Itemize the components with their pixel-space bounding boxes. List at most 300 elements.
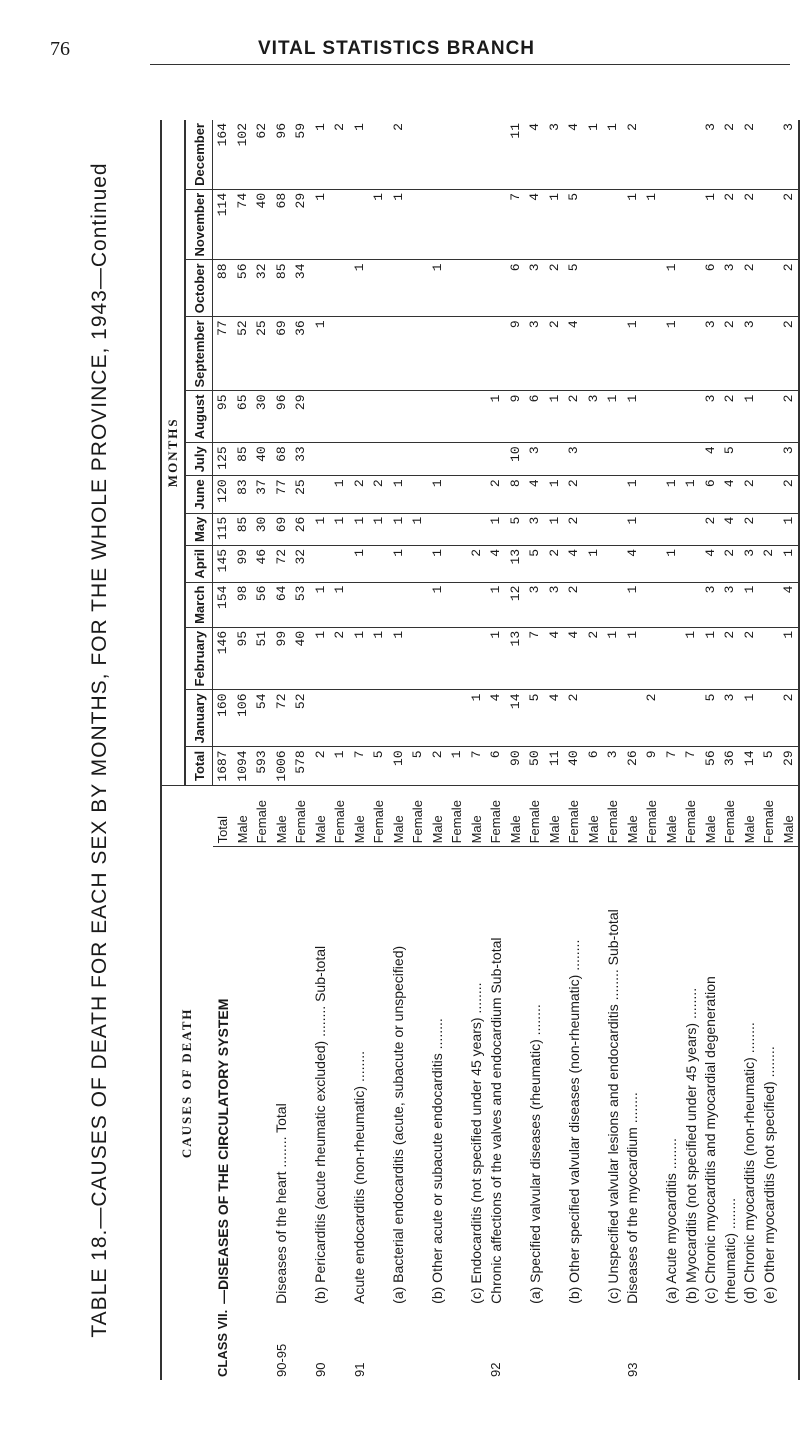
cell-value: 99 — [233, 545, 253, 582]
cell-value — [642, 627, 662, 690]
row-code — [681, 1307, 701, 1380]
cell-value: 1 — [330, 476, 350, 513]
cell-value: 1 — [330, 747, 350, 785]
cell-value — [389, 391, 409, 443]
row-sex: Male — [467, 785, 487, 847]
cell-value: 1 — [779, 545, 800, 582]
cell-value — [603, 443, 623, 476]
cell-value: 4 — [720, 513, 740, 545]
cell-value: 145 — [213, 545, 233, 582]
cell-value: 4 — [486, 545, 506, 582]
cell-value: 53 — [291, 582, 311, 627]
row-sex: Female — [330, 785, 350, 847]
cell-value — [408, 690, 428, 747]
row-sex: Male — [662, 785, 682, 847]
row-sex: Male — [272, 785, 292, 847]
running-header: VITAL STATISTICS BRANCH — [258, 38, 536, 59]
cell-value: 30 — [252, 391, 272, 443]
cell-value: 1 — [369, 627, 389, 690]
cell-value: 50 — [525, 747, 545, 785]
cell-value: 4 — [545, 627, 565, 690]
cell-value: 2 — [584, 627, 604, 690]
cell-value: 2 — [740, 120, 760, 189]
cell-value — [662, 189, 682, 260]
column-header: January — [185, 690, 213, 747]
row-sex: Female — [447, 785, 467, 847]
cell-value: 7 — [467, 747, 487, 785]
cell-value: 2 — [779, 260, 800, 317]
row-cause: (a) Bacterial endocarditis (acute, subacute or unspecified) — [390, 945, 407, 1304]
cell-value: 2 — [779, 391, 800, 443]
table-row — [311, 120, 331, 1380]
table-row — [506, 120, 526, 1380]
cell-value: 1 — [642, 189, 662, 260]
cell-value: 1687 — [213, 747, 233, 785]
cell-value: 1 — [623, 627, 643, 690]
table-row — [623, 120, 643, 1380]
cell-value: 4 — [525, 120, 545, 189]
cell-value — [447, 476, 467, 513]
cell-value: 3 — [779, 120, 800, 189]
cell-value: 26 — [291, 513, 311, 545]
cell-value: 4 — [564, 545, 584, 582]
cell-value — [330, 189, 350, 260]
cell-value — [330, 317, 350, 391]
row-cause: Diseases of the myocardium ........ — [624, 1092, 641, 1304]
cell-value: 2 — [564, 513, 584, 545]
cell-value: 2 — [311, 747, 331, 785]
cell-value: 1 — [350, 120, 370, 189]
cell-value: 37 — [252, 476, 272, 513]
cell-value: 77 — [213, 317, 233, 391]
cell-value: 2 — [467, 545, 487, 582]
cell-value: 1 — [623, 582, 643, 627]
cell-value: 3 — [545, 582, 565, 627]
cell-value — [330, 391, 350, 443]
cell-value — [350, 690, 370, 747]
cell-value: 4 — [545, 690, 565, 747]
column-header: April — [185, 545, 213, 582]
cell-value: 2 — [564, 391, 584, 443]
cell-value: 1 — [369, 189, 389, 260]
cell-value: 1 — [779, 513, 800, 545]
cell-value: 59 — [291, 120, 311, 189]
cell-value — [681, 317, 701, 391]
cell-value — [545, 443, 565, 476]
row-cause: (c) Chronic myocarditis and myocardial degeneration — [702, 976, 719, 1304]
table-row — [428, 120, 448, 1380]
cell-value — [350, 391, 370, 443]
cell-value — [369, 690, 389, 747]
cell-value: 1 — [311, 582, 331, 627]
cell-value — [603, 189, 623, 260]
cell-value: 46 — [252, 545, 272, 582]
cell-value — [759, 317, 779, 391]
table-row — [447, 120, 467, 1380]
cell-value: 1 — [584, 120, 604, 189]
cell-value: 9 — [506, 317, 526, 391]
cell-value — [740, 443, 760, 476]
cell-value: 56 — [701, 747, 721, 785]
row-cause: Chronic affections of the valves and endocardium Sub-total — [487, 937, 504, 1304]
cell-value: 2 — [720, 545, 740, 582]
cell-value — [662, 120, 682, 189]
cell-value: 40 — [252, 443, 272, 476]
table-row — [584, 120, 604, 1380]
cell-value: 2 — [428, 747, 448, 785]
cell-value — [447, 189, 467, 260]
row-cause: (b) Other acute or subacute endocarditis ........ — [429, 1018, 446, 1304]
cell-value: 1 — [545, 189, 565, 260]
table-row — [642, 120, 662, 1380]
row-sex: Female — [369, 785, 389, 847]
cell-value: 3 — [701, 317, 721, 391]
cell-value — [467, 582, 487, 627]
cell-value — [330, 545, 350, 582]
cell-value — [486, 317, 506, 391]
table-row — [233, 120, 253, 1380]
header-rule — [150, 64, 790, 65]
cell-value: 4 — [486, 690, 506, 747]
cell-value — [467, 627, 487, 690]
cell-value — [408, 443, 428, 476]
cell-value: 146 — [213, 627, 233, 690]
cell-value — [428, 391, 448, 443]
cell-value — [369, 582, 389, 627]
cell-value — [759, 582, 779, 627]
row-code — [720, 1307, 740, 1380]
cell-value — [369, 260, 389, 317]
row-cause: (b) Myocarditis (not specified under 45 years) ........ — [682, 987, 699, 1304]
cell-value: 2 — [701, 513, 721, 545]
table-row — [213, 120, 233, 1380]
cell-value — [408, 476, 428, 513]
cell-value: 99 — [272, 627, 292, 690]
table-row — [272, 120, 292, 1380]
cell-value — [369, 317, 389, 391]
cell-value: 72 — [272, 690, 292, 747]
cell-value: 85 — [272, 260, 292, 317]
cell-value: 3 — [740, 545, 760, 582]
cell-value: 6 — [486, 747, 506, 785]
cell-value: 36 — [291, 317, 311, 391]
row-sex: Female — [681, 785, 701, 847]
cell-value — [603, 513, 623, 545]
cell-value — [447, 627, 467, 690]
row-sex: Male — [545, 785, 565, 847]
row-cause: (c) Unspecified valvular lesions and endocarditis ........ Sub-total — [604, 909, 621, 1304]
cell-value: 32 — [252, 260, 272, 317]
row-cause: (a) Acute myocarditis ........ — [663, 1138, 680, 1304]
cell-value: 164 — [213, 120, 233, 189]
row-code — [525, 1307, 545, 1380]
cell-value: 2 — [720, 317, 740, 391]
row-cause — [252, 847, 272, 1307]
cell-value — [681, 391, 701, 443]
column-header: October — [185, 260, 213, 317]
cell-value: 1 — [584, 545, 604, 582]
column-header: March — [185, 582, 213, 627]
cell-value: 3 — [525, 443, 545, 476]
row-sex: Male — [506, 785, 526, 847]
cell-value: 3 — [740, 317, 760, 391]
row-cause — [642, 847, 662, 1307]
table-row — [350, 120, 370, 1380]
cell-value — [603, 690, 623, 747]
row-sex: Male — [389, 785, 409, 847]
cell-value — [330, 260, 350, 317]
cell-value — [467, 391, 487, 443]
cell-value: 2 — [740, 476, 760, 513]
cell-value: 1 — [311, 627, 331, 690]
cell-value — [662, 582, 682, 627]
cell-value — [681, 582, 701, 627]
cell-value: 1 — [389, 513, 409, 545]
cell-value — [642, 317, 662, 391]
cell-value — [759, 476, 779, 513]
cell-value — [759, 627, 779, 690]
cell-value: 51 — [252, 627, 272, 690]
cell-value: 3 — [603, 747, 623, 785]
cell-value: 2 — [330, 120, 350, 189]
cell-value: 7 — [681, 747, 701, 785]
cell-value — [408, 391, 428, 443]
cell-value — [428, 627, 448, 690]
page-number: 76 — [50, 38, 70, 60]
cell-value: 1 — [486, 513, 506, 545]
cell-value: 1 — [779, 627, 800, 690]
cell-value: 14 — [506, 690, 526, 747]
column-header: December — [185, 120, 213, 189]
cell-value: 4 — [779, 582, 800, 627]
cell-value: 4 — [701, 443, 721, 476]
cell-value — [662, 443, 682, 476]
cell-value: 5 — [759, 747, 779, 785]
cell-value — [642, 582, 662, 627]
cell-value: 154 — [213, 582, 233, 627]
cell-value — [408, 627, 428, 690]
cell-value: 29 — [779, 747, 800, 785]
table-row — [564, 120, 584, 1380]
cell-value: 5 — [564, 189, 584, 260]
cell-value — [759, 690, 779, 747]
table-row — [759, 120, 779, 1380]
cell-value: 64 — [272, 582, 292, 627]
cell-value — [311, 690, 331, 747]
cell-value: 95 — [233, 627, 253, 690]
cell-value: 2 — [369, 476, 389, 513]
cell-value — [642, 443, 662, 476]
cell-value — [681, 690, 701, 747]
row-code — [389, 1307, 409, 1380]
row-cause: (a) Specified valvular diseases (rheumatic) ........ — [526, 1004, 543, 1304]
cell-value: 6 — [584, 747, 604, 785]
cell-value: 4 — [564, 317, 584, 391]
column-header: August — [185, 391, 213, 443]
table-row — [291, 120, 311, 1380]
row-sex: Female — [642, 785, 662, 847]
table-row — [330, 120, 350, 1380]
cell-value: 125 — [213, 443, 233, 476]
cell-value: 1 — [350, 545, 370, 582]
table-title: TABLE 18.—CAUSES OF DEATH FOR EACH SEX BY MONTHS, FOR THE WHOLE PROVINCE, 1943—Continued — [88, 162, 111, 1338]
cell-value: 33 — [291, 443, 311, 476]
cell-value: 1 — [623, 317, 643, 391]
cell-value: 1 — [486, 627, 506, 690]
cell-value — [681, 189, 701, 260]
cell-value — [408, 189, 428, 260]
cell-value — [584, 317, 604, 391]
cell-value: 96 — [272, 391, 292, 443]
row-code: CLASS VII. — [215, 1309, 230, 1377]
cell-value — [428, 120, 448, 189]
row-cause: (rheumatic) ........ — [721, 1198, 738, 1304]
cell-value — [428, 513, 448, 545]
cell-value — [759, 391, 779, 443]
cell-value: 7 — [350, 747, 370, 785]
cell-value — [642, 513, 662, 545]
cell-value: 68 — [272, 443, 292, 476]
cell-value: 1 — [740, 391, 760, 443]
cell-value — [389, 317, 409, 391]
cell-value — [584, 582, 604, 627]
cell-value: 3 — [525, 582, 545, 627]
cell-value: 2 — [720, 189, 740, 260]
cell-value: 1 — [662, 545, 682, 582]
cell-value: 1 — [486, 391, 506, 443]
row-sex: Female — [252, 785, 272, 847]
table-row — [486, 120, 506, 1380]
cell-value: 6 — [701, 260, 721, 317]
row-code — [330, 1307, 350, 1380]
row-sex: Female — [564, 785, 584, 847]
cell-value: 1 — [545, 476, 565, 513]
cell-value — [662, 690, 682, 747]
cell-value — [642, 476, 662, 513]
cell-value: 2 — [740, 189, 760, 260]
cell-value — [642, 545, 662, 582]
cell-value — [447, 443, 467, 476]
cell-value — [467, 120, 487, 189]
row-cause: (c) Endocarditis (not specified under 45 years) ........ — [468, 982, 485, 1304]
column-header: Total — [185, 747, 213, 785]
cell-value: 1 — [486, 582, 506, 627]
cell-value — [408, 317, 428, 391]
cell-value: 11 — [506, 120, 526, 189]
table-row — [701, 120, 721, 1380]
months-header: MONTHS — [161, 120, 185, 785]
cell-value — [681, 443, 701, 476]
cell-value: 56 — [252, 582, 272, 627]
cell-value — [584, 443, 604, 476]
cell-value: 85 — [233, 513, 253, 545]
causes-table — [160, 120, 800, 1380]
cell-value: 3 — [701, 120, 721, 189]
cell-value — [447, 120, 467, 189]
cell-value: 1 — [623, 391, 643, 443]
cell-value — [311, 545, 331, 582]
cell-value: 5 — [369, 747, 389, 785]
cell-value — [584, 690, 604, 747]
row-code — [584, 1307, 604, 1380]
cell-value — [311, 260, 331, 317]
cell-value: 1 — [467, 690, 487, 747]
cell-value: 1 — [330, 582, 350, 627]
cell-value: 7 — [662, 747, 682, 785]
cell-value: 4 — [525, 189, 545, 260]
cell-value: 4 — [564, 627, 584, 690]
column-header: February — [185, 627, 213, 690]
cell-value: 1 — [428, 476, 448, 513]
row-code — [642, 1307, 662, 1380]
cell-value — [584, 189, 604, 260]
cell-value — [447, 690, 467, 747]
cell-value — [603, 476, 623, 513]
cell-value: 2 — [564, 476, 584, 513]
cell-value — [623, 260, 643, 317]
cell-value: 74 — [233, 189, 253, 260]
cell-value: 1 — [389, 545, 409, 582]
cell-value: 1 — [545, 513, 565, 545]
cell-value: 1 — [428, 260, 448, 317]
cell-value: 54 — [252, 690, 272, 747]
cell-value — [369, 443, 389, 476]
cell-value — [467, 443, 487, 476]
cell-value: 1 — [447, 747, 467, 785]
cell-value: 2 — [720, 391, 740, 443]
cell-value — [350, 582, 370, 627]
cell-value — [681, 513, 701, 545]
cell-value: 95 — [213, 391, 233, 443]
cell-value: 1 — [350, 627, 370, 690]
cell-value: 3 — [720, 260, 740, 317]
cell-value — [447, 582, 467, 627]
row-sex: Male — [779, 785, 800, 847]
row-sex: Male — [233, 785, 253, 847]
row-code — [779, 1307, 800, 1380]
cell-value: 2 — [564, 690, 584, 747]
row-sex: Female — [525, 785, 545, 847]
cell-value: 2 — [564, 582, 584, 627]
cell-value: 2 — [779, 317, 800, 391]
row-code — [467, 1307, 487, 1380]
cell-value: 98 — [233, 582, 253, 627]
table-row — [525, 120, 545, 1380]
cell-value — [623, 690, 643, 747]
cell-value: 2 — [389, 120, 409, 189]
column-header: July — [185, 443, 213, 476]
cell-value — [467, 317, 487, 391]
cell-value: 2 — [779, 476, 800, 513]
cell-value — [759, 260, 779, 317]
row-code: 91 — [351, 1362, 367, 1377]
cell-value — [447, 545, 467, 582]
table-row — [545, 120, 565, 1380]
row-code — [291, 1307, 311, 1380]
row-sex: Female — [759, 785, 779, 847]
row-sex: Male — [584, 785, 604, 847]
cell-value — [662, 513, 682, 545]
cell-value: 2 — [486, 476, 506, 513]
cell-value: 3 — [525, 260, 545, 317]
row-sex: Total — [213, 785, 233, 847]
cell-value: 2 — [740, 513, 760, 545]
cell-value: 4 — [525, 476, 545, 513]
cell-value: 1 — [603, 120, 623, 189]
cell-value: 52 — [233, 317, 253, 391]
cell-value — [467, 476, 487, 513]
cell-value — [486, 260, 506, 317]
